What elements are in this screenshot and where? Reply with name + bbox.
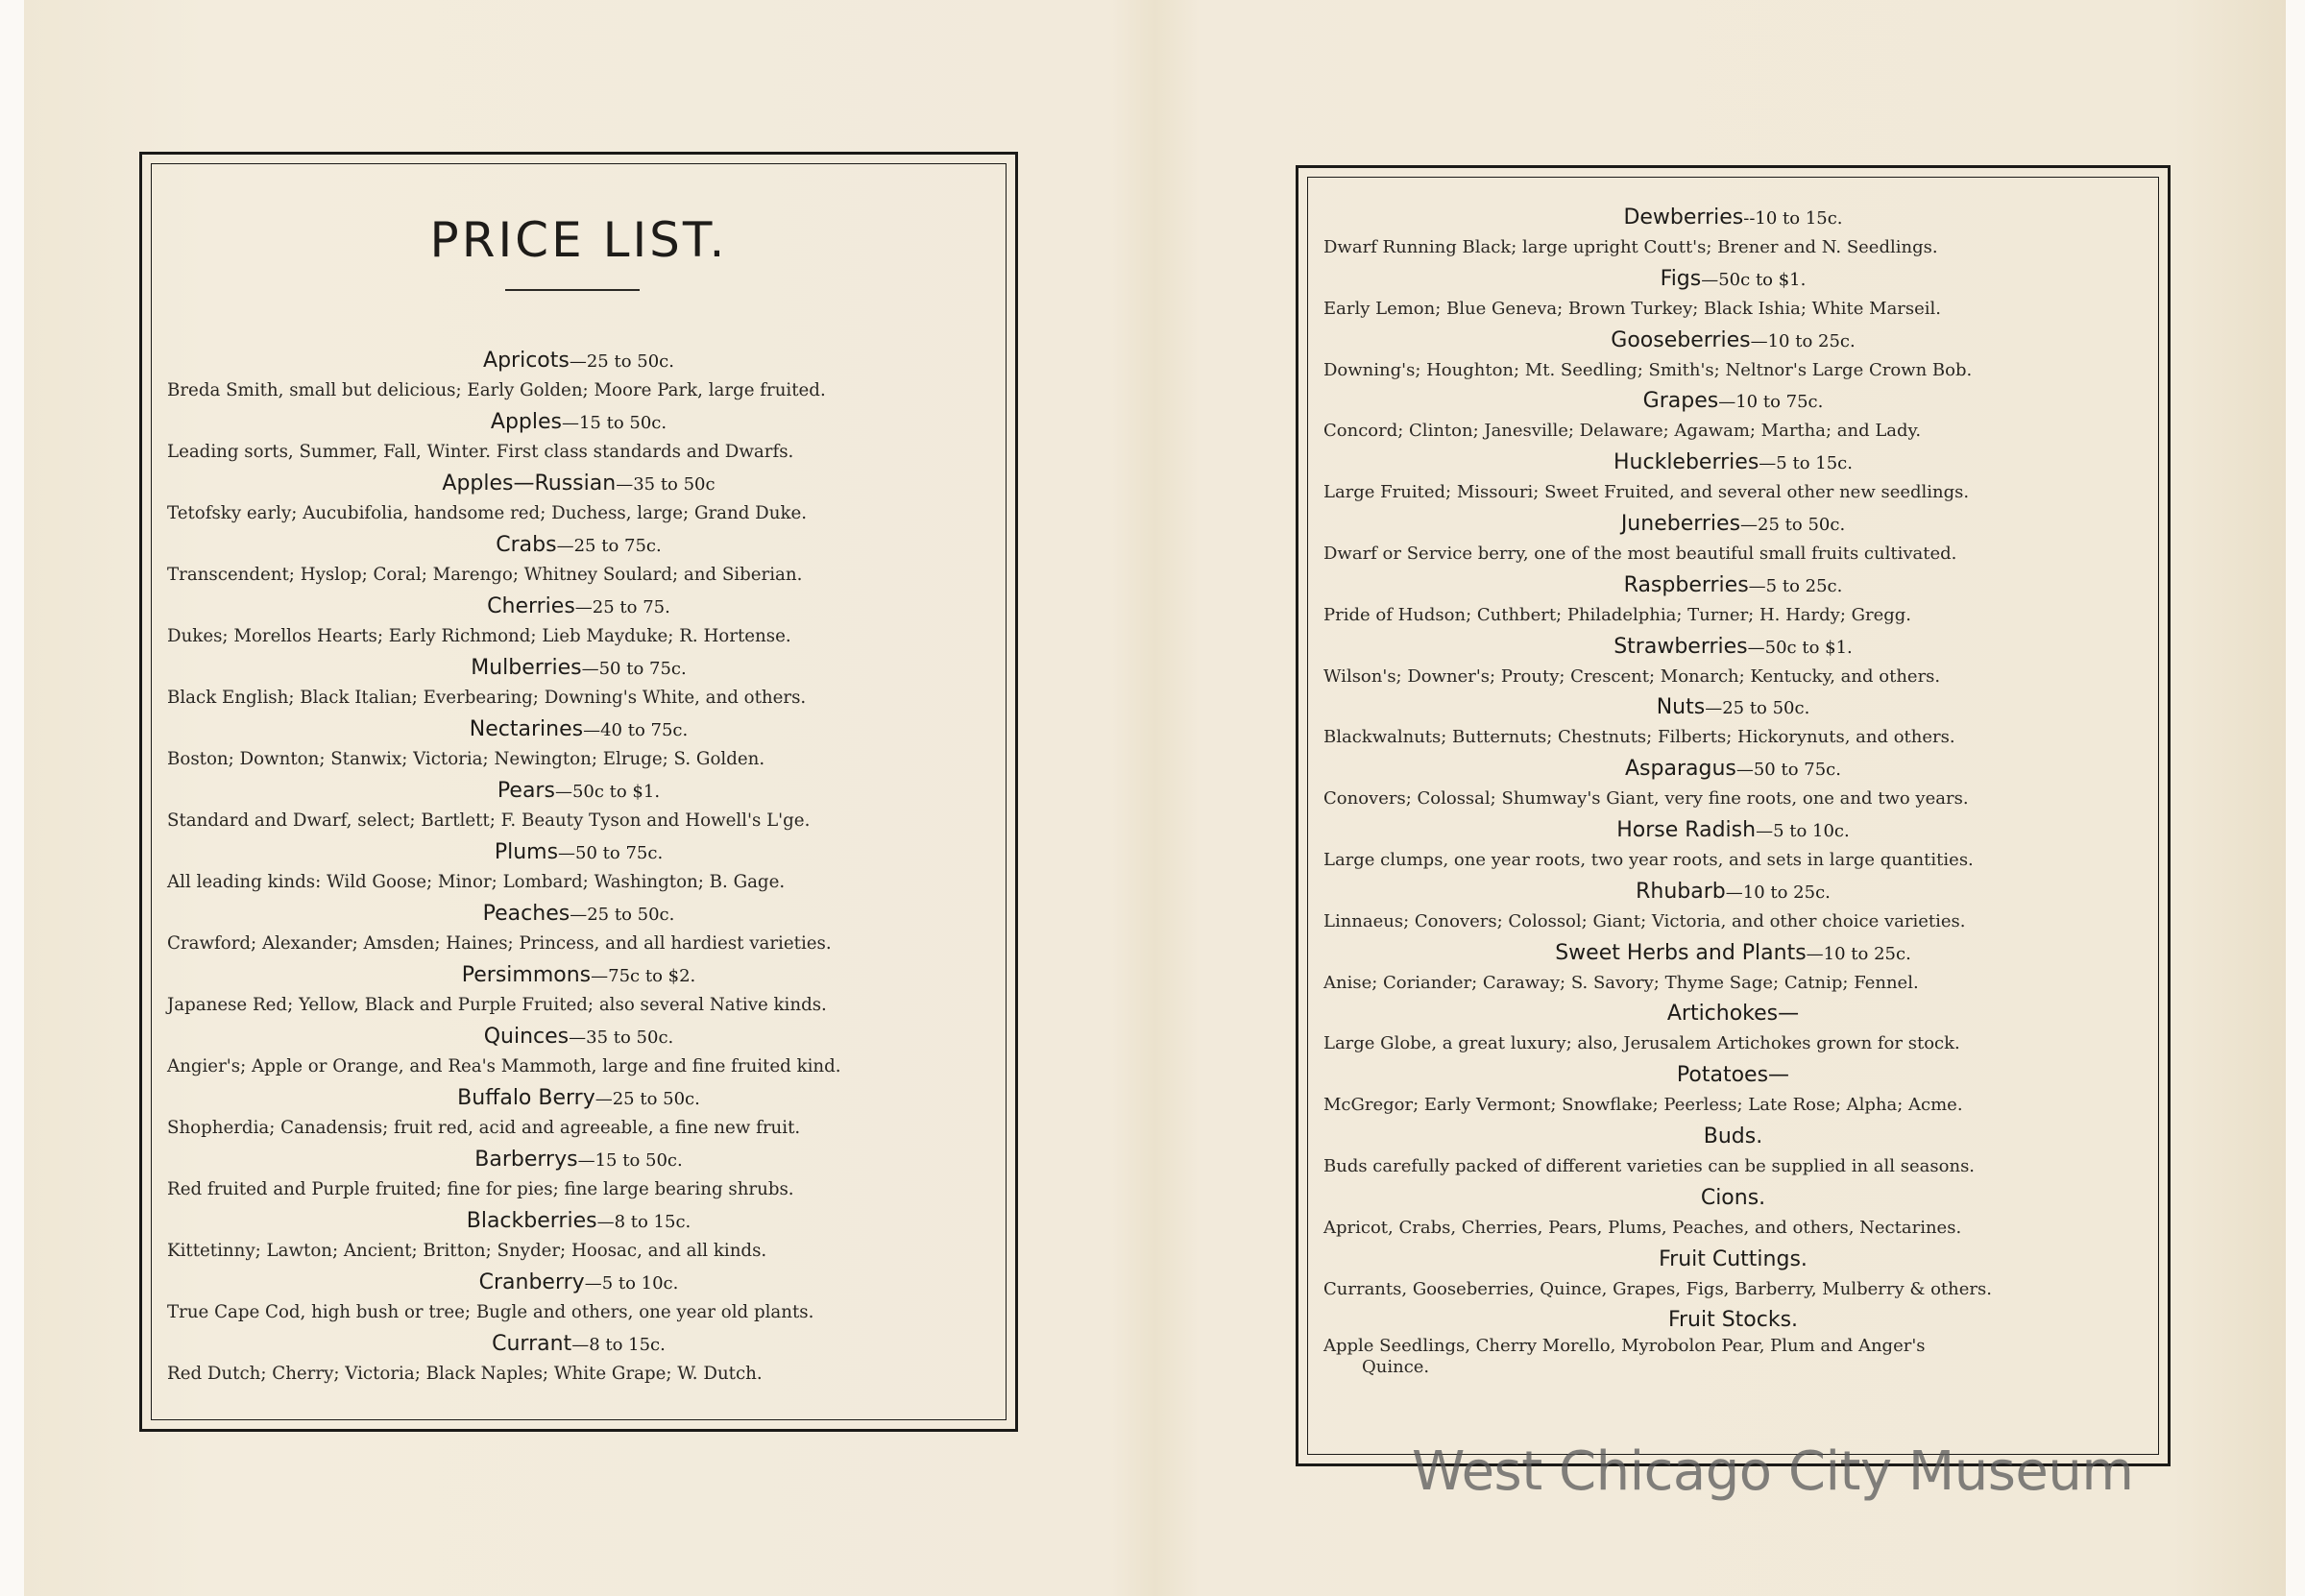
entry-name: Asparagus: [1625, 757, 1736, 782]
entry-name: Buffalo Berry: [457, 1086, 595, 1110]
entry-name: Raspberries: [1623, 572, 1749, 597]
price-entry: [1318, 570, 2148, 632]
entry-description-text: Kittetinny; Lawton; Ancient; Britton; Snyder; Hoosac, and all kinds.: [167, 1241, 767, 1261]
entry-description-text: Linnaeus; Conovers; Colossol; Giant; Victoria, and other choice varieties.: [1323, 910, 1966, 931]
entry-name: Gooseberries: [1611, 327, 1751, 352]
entry-name: Blackberries: [466, 1209, 597, 1233]
left-price-panel: [139, 152, 1018, 1432]
price-entry: [1318, 509, 2148, 570]
price-entry: [161, 469, 996, 530]
entry-name: Juneberries: [1620, 511, 1741, 536]
entry-description-text: Crawford; Alexander; Amsden; Haines; Princess, and all hardiest varieties.: [167, 933, 832, 954]
price-entry: [1318, 999, 2148, 1060]
entry-heading: [1318, 570, 2148, 601]
entry-heading: [161, 1268, 996, 1298]
entry-name: Fruit Cuttings.: [1659, 1246, 1808, 1271]
entry-name: Nuts: [1656, 695, 1706, 720]
entry-heading: [1318, 815, 2148, 846]
entry-description: [1318, 1029, 2148, 1058]
entry-heading: [1318, 203, 2148, 233]
entry-description-text: Black English; Black Italian; Everbearing; Downing's White, and others.: [167, 688, 807, 708]
entry-description: [1318, 356, 2148, 385]
entry-heading: [161, 469, 996, 499]
entry-name: Persimmons: [461, 963, 592, 987]
price-entry: [161, 1022, 996, 1083]
entry-description: [161, 499, 996, 528]
entry-price: —25 to 50c.: [569, 351, 674, 372]
price-entry: [161, 346, 996, 407]
left-entry-list: [161, 346, 996, 1390]
entry-heading: [1318, 264, 2148, 295]
entry-price: —40 to 75c.: [583, 720, 689, 740]
entry-description-text: Conovers; Colossal; Shumway's Giant, very fine roots, one and two years.: [1323, 788, 1969, 810]
entry-price: —75c to $2.: [591, 966, 696, 986]
entry-heading: [161, 960, 996, 991]
entry-name: Pears: [497, 779, 555, 803]
entry-description: [161, 1298, 996, 1327]
entry-description-text: All leading kinds: Wild Goose; Minor; Lombard; Washington; B. Gage.: [167, 872, 786, 892]
entry-description: [1318, 1091, 2148, 1120]
price-entry: [1318, 1245, 2148, 1306]
entry-description: [161, 745, 996, 774]
entry-description-text: Standard and Dwarf, select; Bartlett; F. Beauty Tyson and Howell's L'ge.: [167, 810, 811, 831]
price-entry: [1318, 264, 2148, 326]
entry-description: [161, 1360, 996, 1389]
entry-name: Cranberry: [478, 1270, 585, 1294]
right-entry-list: [1318, 203, 2148, 1378]
entry-name: Plums: [494, 840, 559, 864]
entry-price: —50c to $1.: [1701, 269, 1807, 290]
entry-name: Apricots: [483, 349, 570, 373]
entry-price: —50 to 75c.: [1735, 760, 1841, 781]
entry-heading: [161, 407, 996, 438]
entry-name: Rhubarb: [1636, 879, 1726, 904]
price-entry: [1318, 1122, 2148, 1183]
entry-name: Cherries: [487, 594, 575, 618]
entry-description: [161, 991, 996, 1020]
entry-description-text: Dwarf Running Black; large upright Coutt's; Brener and N. Seedlings.: [1323, 237, 1938, 257]
entry-description-text: Apple Seedlings, Cherry Morello, Myrobolon Pear, Plum and Anger's: [1323, 1336, 1926, 1357]
price-entry: [1318, 938, 2148, 1000]
entry-description-continued: Quince.: [1362, 1357, 1430, 1378]
entry-price: —35 to 50c.: [569, 1028, 674, 1048]
entry-price: —15 to 50c.: [577, 1150, 683, 1171]
entry-heading: [161, 1206, 996, 1237]
entry-name: Mulberries: [471, 656, 582, 680]
entry-price: —50c to $1.: [554, 782, 661, 802]
price-entry: [161, 837, 996, 899]
entry-description: [1318, 478, 2148, 507]
entry-price: —25 to 75.: [574, 597, 670, 617]
price-entry: [161, 592, 996, 653]
entry-description: [1318, 723, 2148, 752]
entry-name: Horse Radish: [1616, 817, 1757, 842]
entry-description: [161, 438, 996, 467]
entry-description-text: Concord; Clinton; Janesville; Delaware; Agawam; Martha; and Lady.: [1323, 421, 1922, 442]
entry-description: [161, 376, 996, 405]
entry-description: [161, 622, 996, 651]
price-entry: [161, 1206, 996, 1268]
entry-name: Fruit Stocks.: [1667, 1308, 1799, 1333]
entry-price: —8 to 15c.: [571, 1335, 666, 1355]
entry-description: [161, 1175, 996, 1204]
entry-heading: [1318, 326, 2148, 356]
entry-heading: [161, 1329, 996, 1360]
entry-heading: [161, 899, 996, 930]
entry-description-text: Buds carefully packed of different varieties can be supplied in all seasons.: [1323, 1155, 1976, 1176]
price-entry: [161, 1083, 996, 1145]
entry-description-text: Shopherdia; Canadensis; fruit red, acid and agreeable, a fine new fruit.: [167, 1118, 801, 1138]
entry-description: [1318, 969, 2148, 998]
price-entry: [1318, 386, 2148, 447]
entry-price: —25 to 50c.: [1740, 514, 1846, 535]
entry-price: —5 to 15c.: [1759, 453, 1853, 474]
price-entry: [1318, 754, 2148, 815]
entry-description-text: Pride of Hudson; Cuthbert; Philadelphia; Turner; H. Hardy; Gregg.: [1323, 604, 1912, 625]
right-price-panel: [1296, 165, 2171, 1466]
entry-heading: [1318, 754, 2148, 785]
entry-description-text: Currants, Gooseberries, Quince, Grapes, Figs, Barberry, Mulberry & others.: [1323, 1278, 1992, 1299]
entry-name: Apples—Russian: [442, 472, 617, 496]
entry-price: —25 to 50c.: [570, 905, 675, 925]
entry-price: —35 to 50c: [616, 474, 716, 495]
entry-name: Apples: [490, 410, 562, 434]
entry-description: [161, 868, 996, 897]
entry-description: [1318, 295, 2148, 324]
entry-heading: [1318, 632, 2148, 663]
price-entry: [1318, 1183, 2148, 1245]
entry-heading: [1318, 386, 2148, 417]
entry-price: —50c to $1.: [1747, 637, 1853, 658]
entry-description: [1318, 907, 2148, 936]
price-entry: [161, 1145, 996, 1206]
entry-description: [161, 1114, 996, 1143]
entry-name: Cions.: [1700, 1185, 1766, 1210]
entry-description: [1318, 540, 2148, 568]
entry-price: —5 to 25c.: [1748, 575, 1843, 596]
entry-price: —25 to 75c.: [556, 536, 662, 556]
price-entry: [161, 899, 996, 960]
entry-price: —15 to 50c.: [561, 413, 667, 433]
entry-description-text: Apricot, Crabs, Cherries, Pears, Plums, Peaches, and others, Nectarines.: [1323, 1217, 1962, 1238]
entry-price: —25 to 50c.: [594, 1089, 700, 1109]
entry-description-text: Boston; Downton; Stanwix; Victoria; Newington; Elruge; S. Golden.: [167, 749, 765, 769]
entry-description-text: True Cape Cod, high bush or tree; Bugle and others, one year old plants.: [167, 1302, 814, 1322]
entry-price: —5 to 10c.: [1756, 820, 1850, 841]
entry-price: —8 to 15c.: [596, 1212, 692, 1232]
entry-name: Crabs: [496, 533, 557, 557]
page-title: PRICE LIST.: [429, 212, 728, 268]
entry-description: [1318, 1275, 2148, 1304]
entry-name: Potatoes—: [1676, 1063, 1790, 1088]
page-edge-right: [2286, 0, 2305, 1596]
entry-description: [161, 807, 996, 835]
entry-price: --10 to 15c.: [1743, 208, 1843, 229]
entry-description-text: Leading sorts, Summer, Fall, Winter. First class standards and Dwarfs.: [167, 442, 794, 462]
entry-name: Quinces: [483, 1025, 570, 1049]
entry-name: Currant: [492, 1332, 572, 1356]
entry-heading: [161, 837, 996, 868]
entry-name: Grapes: [1642, 389, 1719, 414]
price-entry: [1318, 447, 2148, 509]
entry-description: [1318, 1336, 2148, 1378]
entry-price: —10 to 75c.: [1718, 392, 1824, 413]
entry-description: [161, 930, 996, 958]
entry-description: [1318, 601, 2148, 630]
entry-description: [161, 561, 996, 590]
entry-name: Nectarines: [469, 717, 584, 741]
entry-description-text: McGregor; Early Vermont; Snowflake; Peerless; Late Rose; Alpha; Acme.: [1323, 1095, 1963, 1116]
price-entry: [161, 1329, 996, 1390]
price-entry: [1318, 1060, 2148, 1122]
entry-name: Artichokes—: [1666, 1002, 1800, 1027]
entry-heading: [1318, 1305, 2148, 1336]
entry-heading: [1318, 692, 2148, 723]
entry-description-text: Blackwalnuts; Butternuts; Chestnuts; Filberts; Hickorynuts, and others.: [1323, 727, 1955, 748]
price-entry: [161, 776, 996, 837]
entry-description-text: Tetofsky early; Aucubifolia, handsome red; Duchess, large; Grand Duke.: [167, 503, 808, 523]
entry-heading: [1318, 1122, 2148, 1152]
entry-description-text: Large Globe, a great luxury; also, Jerusalem Artichokes grown for stock.: [1323, 1033, 1960, 1054]
entry-description-text: Downing's; Houghton; Mt. Seedling; Smith's; Neltnor's Large Crown Bob.: [1323, 359, 1973, 380]
entry-price: —50 to 75c.: [581, 659, 687, 679]
price-entry: [161, 530, 996, 592]
entry-name: Sweet Herbs and Plants: [1555, 940, 1807, 965]
entry-heading: [161, 1083, 996, 1114]
entry-description-text: Dwarf or Service berry, one of the most beautiful small fruits cultivated.: [1323, 543, 1957, 564]
museum-watermark: West Chicago City Museum: [1412, 1440, 2134, 1503]
title-underline: [505, 289, 640, 291]
entry-name: Dewberries: [1623, 206, 1744, 230]
entry-description: [1318, 1214, 2148, 1243]
entry-heading: [161, 653, 996, 684]
entry-heading: [1318, 1245, 2148, 1275]
entry-heading: [1318, 509, 2148, 540]
entry-description: [161, 1052, 996, 1081]
entry-description: [1318, 233, 2148, 262]
price-entry: [1318, 632, 2148, 693]
entry-price: —10 to 25c.: [1725, 882, 1831, 903]
entry-description: [161, 1237, 996, 1266]
entry-price: —25 to 50c.: [1705, 698, 1810, 719]
entry-name: Buds.: [1703, 1124, 1763, 1149]
price-entry: [1318, 326, 2148, 387]
entry-description-text: Early Lemon; Blue Geneva; Brown Turkey; Black Ishia; White Marseil.: [1323, 298, 1942, 319]
entry-description: [1318, 1152, 2148, 1181]
entry-description-text: Large Fruited; Missouri; Sweet Fruited, and several other new seedlings.: [1323, 482, 1970, 503]
entry-heading: [161, 530, 996, 561]
entry-heading: [1318, 1060, 2148, 1091]
entry-name: Huckleberries: [1614, 450, 1759, 475]
entry-description-text: Wilson's; Downer's; Prouty; Crescent; Monarch; Kentucky, and others.: [1323, 665, 1941, 687]
price-entry: [1318, 877, 2148, 938]
entry-name: Peaches: [482, 902, 570, 926]
entry-name: Barberrys: [474, 1148, 578, 1172]
entry-description-text: Anise; Coriander; Caraway; S. Savory; Thyme Sage; Catnip; Fennel.: [1323, 972, 1919, 993]
price-entry: [1318, 203, 2148, 264]
entry-description-text: Dukes; Morellos Hearts; Early Richmond; Lieb Mayduke; R. Hortense.: [167, 626, 791, 646]
entry-description-text: Large clumps, one year roots, two year roots, and sets in large quantities.: [1323, 849, 1974, 870]
price-entry: [161, 714, 996, 776]
page-edge-left: [0, 0, 24, 1596]
price-entry: [161, 960, 996, 1022]
entry-heading: [1318, 447, 2148, 478]
entry-description-text: Angier's; Apple or Orange, and Rea's Mammoth, large and fine fruited kind.: [167, 1056, 841, 1076]
entry-description: [1318, 663, 2148, 691]
entry-description-text: Breda Smith, small but delicious; Early Golden; Moore Park, large fruited.: [167, 380, 826, 400]
entry-heading: [161, 592, 996, 622]
entry-name: Figs: [1660, 266, 1702, 291]
entry-price: —10 to 25c.: [1806, 943, 1911, 964]
entry-description-text: Red Dutch; Cherry; Victoria; Black Naples; White Grape; W. Dutch.: [167, 1364, 763, 1384]
entry-description: [161, 684, 996, 713]
entry-description: [1318, 417, 2148, 446]
entry-description: [1318, 846, 2148, 875]
entry-heading: [161, 714, 996, 745]
entry-heading: [161, 1145, 996, 1175]
price-entry: [1318, 692, 2148, 754]
entry-description-text: Red fruited and Purple fruited; fine for pies; fine large bearing shrubs.: [167, 1179, 794, 1199]
entry-heading: [161, 346, 996, 376]
price-entry: [1318, 815, 2148, 877]
entry-heading: [1318, 999, 2148, 1029]
entry-description-text: Japanese Red; Yellow, Black and Purple Fruited; also several Native kinds.: [167, 995, 827, 1015]
entry-description: [1318, 785, 2148, 813]
price-entry: [161, 1268, 996, 1329]
entry-price: —10 to 25c.: [1750, 330, 1856, 351]
price-entry: [1318, 1305, 2148, 1378]
entry-description-text: Transcendent; Hyslop; Coral; Marengo; Whitney Soulard; and Siberian.: [167, 565, 803, 585]
entry-price: —5 to 10c.: [584, 1273, 679, 1294]
entry-heading: [1318, 877, 2148, 907]
entry-name: Strawberries: [1614, 634, 1748, 659]
entry-heading: [161, 1022, 996, 1052]
entry-heading: [161, 776, 996, 807]
price-entry: [161, 407, 996, 469]
entry-price: —50 to 75c.: [558, 843, 664, 863]
price-entry: [161, 653, 996, 714]
entry-heading: [1318, 938, 2148, 969]
entry-heading: [1318, 1183, 2148, 1214]
